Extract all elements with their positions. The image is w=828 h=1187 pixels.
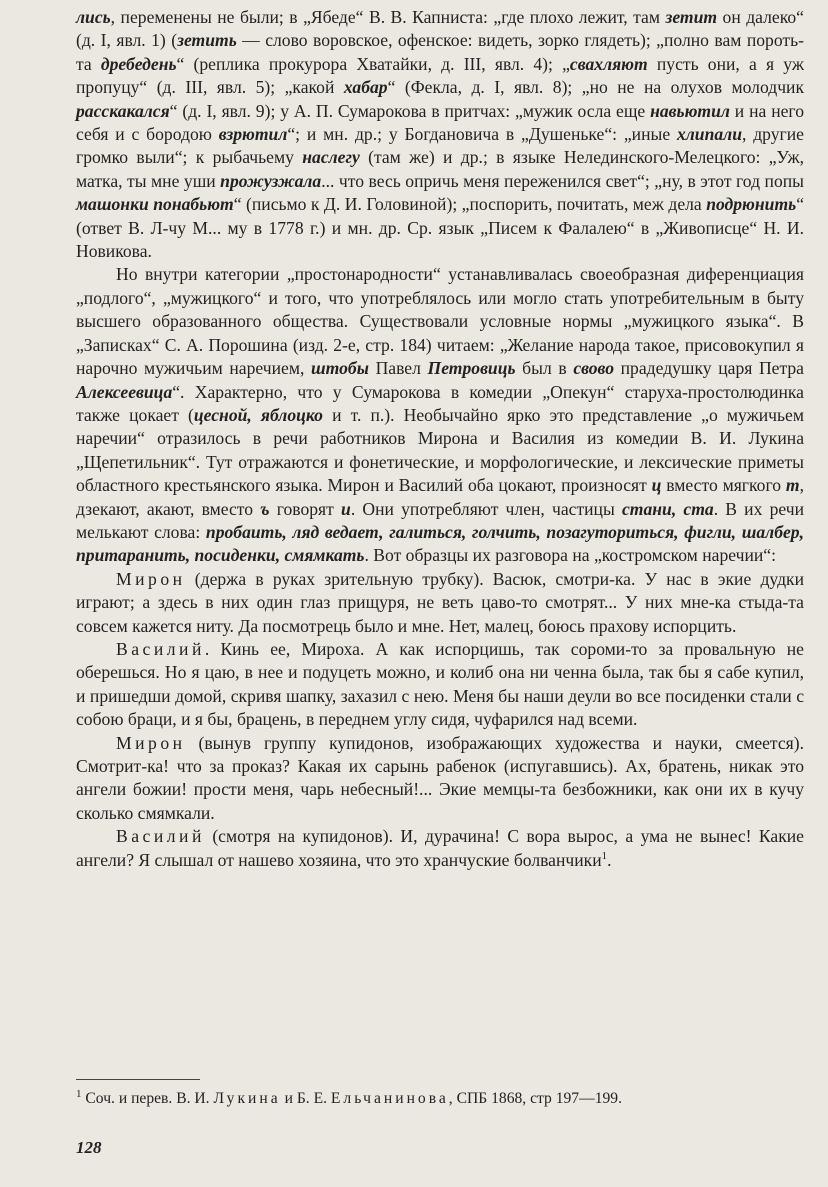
spaced-name: Мирон — [116, 568, 186, 589]
page-number: 128 — [76, 1138, 102, 1157]
text-run: он далеко“ (д. I, явл. 1) ( — [76, 7, 804, 51]
text-run: говорят — [269, 498, 342, 519]
italic-term: хабар — [343, 77, 388, 98]
text-run: прадедушку царя Петра — [614, 358, 804, 379]
footnote-marker: 1 — [76, 1087, 82, 1100]
text-run: “. Характерно, что у Сумарокова в комедии „Опекун“ старуха-простолюдинка также цокает ( — [76, 381, 804, 425]
italic-term: цесной, яблоцко — [193, 404, 323, 425]
text-run: , дзекают, акают, вместо — [76, 475, 804, 519]
text-run: . Вот образцы их разговора на „костромском наречии“: — [364, 545, 776, 566]
text-run: Соч. и перев. В. И. — [81, 1090, 214, 1107]
italic-term: лись — [76, 7, 111, 27]
paragraph — [76, 6, 804, 263]
italic-term: свахляют — [569, 53, 648, 74]
italic-term: подрюнить — [706, 194, 797, 215]
text-run: (держа в руках зрительную трубку). Васюк, смотри-ка. У нас в экие дудки играют; а здесь в них один глаз прищуря, не веть цаво-то смотрят... У них мне-ка стыда-та совсем кажется ниту. Да посмотрець было и мне. Нет, малец, боюсь прахову испорцить. — [76, 568, 804, 636]
italic-term: зетить — [177, 30, 237, 51]
italic-term: штобы — [311, 358, 369, 379]
text-run: . В их речи мелькают слова: — [76, 498, 805, 542]
body-text — [76, 6, 804, 872]
footnote-marker: 1 — [601, 849, 608, 862]
text-run: (смотря на купидонов). И, дурачина! С вора вырос, а ума не вынес! Какие ангели? Я слышал от нашево хозяина, что это хранчуские болванчики — [76, 826, 804, 870]
spaced-name: Лукина — [213, 1090, 281, 1107]
italic-term: дребедень — [100, 53, 177, 74]
text-run: (там же) и др.; в языке Нелединского-Мелецкого: „Уж, матка, ты мне уши — [76, 147, 805, 191]
italic-term: зетит — [665, 7, 718, 27]
text-run: , другие громко выли“; к рыбачьему — [76, 124, 804, 168]
paragraph — [76, 732, 804, 826]
paragraph — [76, 263, 804, 567]
text-run: и т. п.). Необычайно ярко это представление „о мужичьем наречии“ отразилось в речи работников Мирона и Василия из комедии В. И. Лукина „Щепетильник“. Тут отражаются и фонетические, и морфологические, и лексические приметы областного крестьянского языка. Мирон и Василий оба цокают, произносят — [76, 404, 804, 496]
italic-term: пробаить, ляд ведает, галиться, голчить, позагуториться, фигли, шалбер, притаранить, посиденки, смямкать — [76, 521, 804, 566]
text-run: . — [607, 849, 612, 870]
italic-term: расскакался — [76, 100, 170, 121]
spaced-name: Василий — [116, 826, 205, 847]
text-run: был в — [515, 358, 574, 379]
paragraph — [76, 568, 804, 638]
italic-term: хлипали — [676, 124, 742, 145]
italic-term: Алексеевица — [76, 381, 173, 402]
paragraph — [76, 825, 804, 872]
italic-term: и — [341, 498, 351, 519]
text-run: Но внутри категории „простонародности“ устанавливалась своеобразная диференциация „подлого“, „мужицкого“ и того, что употреблялось или могло стать употребительным в быту высшего образованного общества. Существовали условные нормы „мужицкого языка“. В „Записках“ С. А. Порошина (изд. 2-е, стр. 184) читаем: „Желание народа такое, присовокупил я нарочно мужичьим наречием, — [76, 264, 804, 379]
italic-term: т — [785, 475, 800, 496]
text-run: “ (реплика прокурора Хватайки, д. III, явл. 4); „ — [176, 53, 570, 74]
text-run: , СПБ 1868, стр 197—199. — [448, 1090, 622, 1107]
italic-term: ъ — [260, 498, 270, 519]
italic-term: взрютил — [218, 124, 288, 145]
footnote — [76, 1088, 804, 1110]
spaced-name: Мирон — [116, 732, 186, 753]
text-run: — слово воровское, офенское: видеть, зорко глядеть); „полно вам пороть-та — [76, 30, 804, 74]
italic-term: наслегу — [302, 147, 360, 168]
italic-term: стани, ста — [621, 498, 714, 519]
italic-term: машонки понабьют — [76, 194, 234, 215]
text-run: и на него себя и с бородою — [76, 100, 804, 145]
text-run: ... что весь опричь меня переженился свет“; „ну, в этот год попы — [321, 170, 804, 191]
text-run: “ (письмо к Д. И. Головиной); „поспорить, почитать, меж дела — [233, 194, 707, 215]
text-run: “; и мн. др.; у Богдановича в „Душеньке“: „иные — [287, 124, 677, 145]
text-run: . Они употребляют член, частицы — [350, 498, 622, 519]
text-run: , переменены не были; в „Ябеде“ В. В. Капниста: „где плохо лежит, там — [110, 7, 666, 27]
footnote-rule — [76, 1079, 200, 1080]
text-run: пусть они, а я уж пропуцу“ (д. III, явл. 5); „какой — [76, 53, 804, 98]
italic-term: Петровиць — [427, 358, 516, 379]
text-run: вместо мягкого — [661, 475, 786, 496]
italic-term: прожузжала — [220, 170, 322, 191]
paragraph — [76, 638, 804, 732]
text-run: “ (д. I, явл. 9); у А. П. Сумарокова в притчах: „мужик осла еще — [169, 100, 651, 121]
text-run: “ (Фекла, д. I, явл. 8); „но не на олухов молодчик — [387, 77, 804, 98]
spaced-name: Ельчанинова — [330, 1090, 449, 1107]
italic-term: свово — [573, 358, 614, 379]
text-run: . Кинь ее, Мироха. А как испорцишь, так сороми-то за провальную не оберешься. Но я цаю, в нее и подуцеть можно, и колиб она ни ченна была, так бы я сабе купил, и пришедши домой, скривя шапку, захазил с нею. Меня бы наши деули во все посиденки стали с собою браци, и я бы, брацень, в переднем углу сидя, чуфарился над всеми. — [76, 638, 804, 730]
text-run: “ (ответ В. Л-чу М... му в 1778 г.) и мн. др. Ср. язык „Писем к Фалалею“ в „Живописце“ Н. И. Новикова. — [76, 194, 804, 262]
text-run: (вынув группу купидонов, изображающих художества и науки, смеется). Смотрит-ка! что за проказ? Какая их сарынь рабенок (испугавшись). Ах, братень, никак это ангели божии! прости меня, чарь небесный!... Экие мемцы-та безбожники, как они их в кучу сколько смямкали. — [76, 732, 804, 823]
spaced-name: Василий — [116, 638, 205, 659]
text-run: Павел — [368, 358, 428, 379]
text-run: и Б. Е. — [280, 1090, 331, 1107]
italic-term: навьютил — [650, 100, 730, 121]
italic-term: ц — [651, 475, 662, 496]
